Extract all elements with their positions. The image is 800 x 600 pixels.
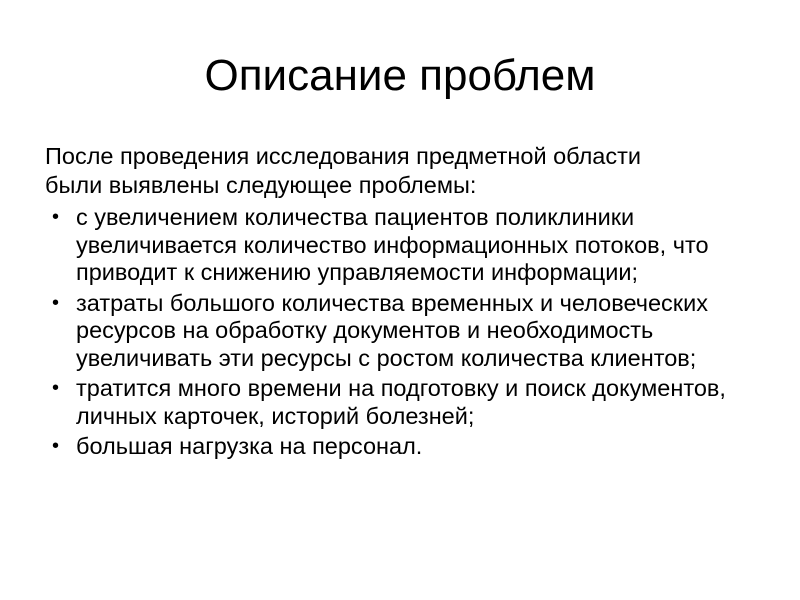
bullet-icon: • xyxy=(52,206,60,228)
list-item xyxy=(45,290,775,373)
list-item-text: затраты большого количества временных и человеческих ресурсов на обработку документов и необходимость увеличивать эти ресурсы с ростом количества клиентов; xyxy=(76,289,708,371)
problem-list xyxy=(45,204,775,461)
intro-line-2: были выявлены следующее проблемы: xyxy=(45,172,477,198)
slide-body xyxy=(45,142,775,464)
list-item xyxy=(45,204,775,287)
list-item-text: тратится много времени на подготовку и поиск документов, личных карточек, историй болезней; xyxy=(76,375,726,429)
list-item-text: большая нагрузка на персонал. xyxy=(76,433,423,459)
intro-paragraph xyxy=(45,142,775,200)
list-item xyxy=(45,375,775,430)
list-item xyxy=(45,433,775,461)
slide-title: Описание проблем xyxy=(204,51,596,100)
bullet-icon: • xyxy=(52,377,60,399)
intro-line-1: После проведения исследования предметной области xyxy=(45,143,641,169)
bullet-icon: • xyxy=(52,435,60,457)
bullet-icon: • xyxy=(52,291,60,314)
list-item-text: с увеличением количества пациентов поликлиники увеличивается количество информационных потоков, что приводит к снижению управляемости информации; xyxy=(76,204,709,285)
